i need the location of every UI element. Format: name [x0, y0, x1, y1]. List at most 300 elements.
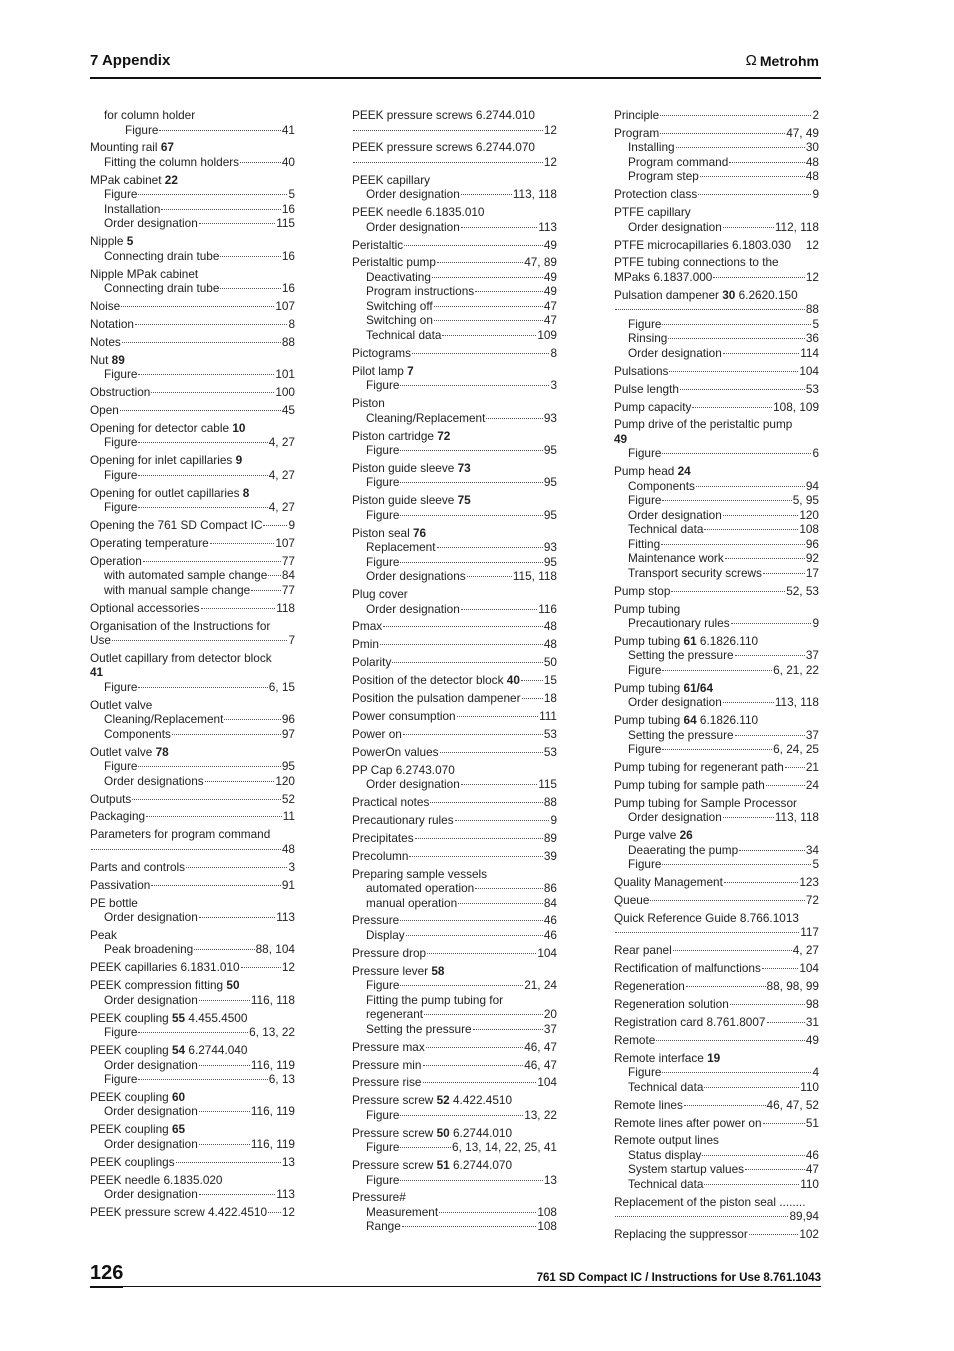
index-term: [614, 979, 819, 994]
index-entry: [352, 691, 557, 706]
leader-dots: [440, 752, 543, 753]
page-ref: 97: [281, 726, 295, 741]
page-ref: 6, 13, 14, 22, 25, 41: [452, 1140, 557, 1155]
page-ref: 17: [805, 565, 819, 580]
page-ref: 46: [543, 927, 557, 942]
index-entry: [614, 255, 819, 284]
index-term: [352, 813, 557, 828]
index-subentry: [352, 187, 557, 202]
index-term: [90, 421, 295, 436]
figure-ref: 8: [242, 485, 250, 500]
index-subentry: [352, 978, 557, 993]
leader-dots: [437, 547, 543, 548]
index-term: [614, 255, 819, 270]
index-term: [614, 1209, 819, 1224]
index-term: [352, 364, 557, 379]
entry-label: Piston guide sleeve 73: [352, 460, 471, 475]
omega-logo-icon: Ω: [745, 52, 757, 69]
index-term: [90, 878, 295, 893]
index-term: [352, 429, 557, 444]
index-entry: [614, 1116, 819, 1131]
entry-label: Pulsation dampener 30 6.2620.150: [614, 287, 798, 302]
index-subentry: [352, 313, 557, 328]
entry-label: Figure: [366, 1140, 400, 1155]
figure-ref: 51: [436, 1158, 450, 1173]
index-term: [352, 140, 557, 155]
entry-label: Fitting the column holders: [104, 154, 240, 169]
index-subentry: [90, 1104, 295, 1119]
index-subentry: [352, 777, 557, 792]
page-ref: 48: [805, 169, 819, 184]
page-ref: 20: [543, 1007, 557, 1022]
index-entry: [90, 978, 295, 1007]
leader-dots: [172, 734, 281, 735]
entry-label: Passivation: [90, 877, 151, 892]
index-subentry: [614, 331, 819, 346]
page-ref: 46, 47: [524, 1039, 557, 1054]
page-ref: 13: [543, 1172, 557, 1187]
page-ref: 107: [275, 298, 295, 313]
page-ref: 116, 119: [250, 1057, 295, 1072]
index-entry: [614, 997, 819, 1012]
entry-label: Queue: [614, 893, 650, 908]
leader-dots: [268, 575, 281, 576]
index-subentry: [614, 566, 819, 581]
page-ref: 104: [537, 945, 557, 960]
index-entry: [90, 809, 295, 824]
index-subentry: [352, 475, 557, 490]
index-entry: [90, 536, 295, 551]
index-subentry: [90, 1137, 295, 1152]
index-entry: [614, 961, 819, 976]
index-entry: [90, 698, 295, 742]
page-ref: 7: [288, 633, 295, 648]
page-ref: 8: [550, 345, 557, 360]
index-term: [352, 205, 557, 220]
leader-dots: [423, 1082, 537, 1083]
entry-label: Optional accessories: [90, 600, 200, 615]
index-term: [352, 1126, 557, 1141]
entry-label: Position of the detector block 40: [352, 673, 520, 688]
index-term: [90, 960, 295, 975]
entry-label: Piston seal 76: [352, 525, 427, 540]
index-subentry: [90, 155, 295, 170]
leader-dots: [224, 719, 281, 720]
figure-ref: 50: [226, 978, 240, 993]
index-term: [90, 745, 295, 760]
leader-dots: [735, 735, 805, 736]
index-term: [352, 108, 557, 123]
index-term: [352, 913, 557, 928]
leader-dots: [704, 1087, 799, 1088]
leader-dots: [138, 374, 274, 375]
index-term: [614, 713, 819, 728]
entry-label: Figure: [628, 446, 662, 461]
entry-label: Connecting drain tube: [104, 248, 220, 263]
figure-ref: 65: [171, 1122, 186, 1137]
index-subentry: [352, 1108, 557, 1123]
index-subentry: [352, 328, 557, 343]
entry-label: Program: [614, 125, 660, 140]
entry-label: Obstruction: [90, 385, 151, 400]
page-ref: 104: [537, 1075, 557, 1090]
index-term: [90, 896, 295, 911]
page-ref: 101: [275, 367, 295, 382]
page-ref: 5: [812, 316, 819, 331]
index-subentry: [90, 202, 295, 217]
leader-dots: [767, 1022, 805, 1023]
index-subentry: [352, 1007, 557, 1022]
entry-label: PEEK pressure screws 6.2744.070: [352, 140, 535, 155]
leader-dots: [702, 1155, 804, 1156]
entry-label: Program command: [628, 154, 729, 169]
index-term: [352, 1158, 557, 1173]
index-term: [90, 486, 295, 501]
index-term: [90, 928, 295, 943]
entry-label: Display: [366, 927, 405, 942]
index-entry: [90, 619, 295, 648]
page-ref: 117: [800, 925, 819, 940]
leader-dots: [739, 850, 805, 851]
leader-dots: [400, 385, 549, 386]
index-term: [90, 385, 295, 400]
leader-dots: [353, 162, 543, 163]
entry-label: Technical data: [628, 1079, 704, 1094]
entry-label: Deactivating: [366, 269, 431, 284]
page-ref: 4, 27: [268, 467, 295, 482]
index-term: [352, 727, 557, 742]
index-entry: [614, 602, 819, 631]
leader-dots: [400, 482, 542, 483]
page-ref: 12: [281, 1204, 295, 1219]
index-entry: [352, 1158, 557, 1187]
entry-label: Mounting rail 67: [90, 140, 174, 155]
entry-label: PowerOn values: [352, 744, 439, 759]
index-term: [614, 681, 819, 696]
index-entry: [90, 960, 295, 975]
index-subentry: [90, 727, 295, 742]
page-ref: 104: [799, 363, 819, 378]
entry-label: Pump tubing for Sample Processor: [614, 795, 797, 810]
entry-label: Quality Management: [614, 875, 723, 890]
page-ref: 4, 27: [268, 435, 295, 450]
page-ref: 89: [543, 830, 557, 845]
entry-label: Pump stop: [614, 583, 671, 598]
entry-label: Order designation: [366, 187, 460, 202]
page-ref: 113: [276, 910, 295, 925]
index-column-1: [90, 108, 295, 1223]
leader-dots: [120, 410, 281, 411]
index-subentry: [90, 435, 295, 450]
leader-dots: [400, 1180, 542, 1181]
index-term: [90, 267, 295, 282]
leader-dots: [723, 702, 774, 703]
index-term: [352, 1093, 557, 1108]
entry-label: Nipple 5: [90, 234, 134, 249]
index-subentry: [614, 843, 819, 858]
entry-label: Figure: [104, 435, 138, 450]
page-ref: 21, 24: [524, 978, 557, 993]
index-subentry: [352, 220, 557, 235]
index-term: [614, 778, 819, 793]
index-subentry: [352, 555, 557, 570]
index-entry: [90, 267, 295, 296]
page-ref: 52: [281, 791, 295, 806]
leader-dots: [353, 130, 543, 131]
page-ref: 123: [799, 875, 819, 890]
index-entry: [90, 651, 295, 695]
index-entry: [90, 353, 295, 382]
leader-dots: [151, 885, 281, 886]
leader-dots: [132, 799, 281, 800]
index-entry: [352, 493, 557, 522]
entry-label: Measurement: [366, 1204, 439, 1219]
leader-dots: [457, 716, 538, 717]
page-ref: 2: [812, 108, 819, 122]
entry-label: Pressure max: [352, 1039, 425, 1054]
leader-dots: [713, 277, 805, 278]
index-entry: [614, 364, 819, 379]
page-ref: 13, 22: [524, 1107, 557, 1122]
page-ref: 18: [543, 691, 557, 706]
entry-label: Technical data: [628, 522, 704, 537]
index-term: [90, 827, 295, 842]
leader-dots: [662, 670, 772, 671]
index-entry: [90, 601, 295, 616]
entry-label: Order designation: [104, 216, 198, 231]
entry-label: with manual sample change: [104, 582, 251, 597]
index-term: [90, 140, 295, 155]
leader-dots: [730, 1004, 805, 1005]
index-term: [614, 126, 819, 141]
entry-label: with automated sample change: [104, 568, 268, 583]
page-ref: 6, 15: [268, 679, 295, 694]
entry-label: Pump tubing 61 6.1826.110: [614, 633, 759, 648]
leader-dots: [615, 932, 799, 933]
index-term: [614, 400, 819, 415]
figure-ref: 9: [235, 453, 243, 468]
page-ref: 72: [805, 893, 819, 908]
entry-label: Transport security screws: [628, 565, 762, 580]
document-title: 761 SD Compact IC / Instructions for Use 8.761.1043: [536, 1272, 821, 1284]
index-term: [614, 584, 819, 599]
index-term: [352, 691, 557, 706]
page-ref: 8: [288, 316, 295, 331]
leader-dots: [263, 525, 287, 526]
index-entry: [90, 860, 295, 875]
index-subentry: [90, 123, 295, 138]
leader-dots: [201, 608, 276, 609]
entry-label: Program step: [628, 169, 699, 184]
leader-dots: [437, 262, 523, 263]
entry-label: Pump tubing: [614, 601, 681, 616]
index-term: [90, 1011, 295, 1026]
entry-label: Principle: [614, 108, 660, 122]
index-subentry: [614, 317, 819, 332]
leader-dots: [461, 194, 512, 195]
leader-dots: [731, 623, 812, 624]
leader-dots: [486, 418, 543, 419]
index-term: [352, 587, 557, 602]
index-entry: [90, 1155, 295, 1170]
figure-ref: 19: [707, 1050, 721, 1065]
figure-ref: 26: [679, 828, 693, 843]
leader-dots: [400, 450, 542, 451]
page-ref: 108: [537, 1219, 557, 1234]
page-ref: 114: [800, 345, 819, 360]
leader-dots: [220, 288, 280, 289]
page-ref: 36: [805, 331, 819, 346]
index-term: [90, 1122, 295, 1137]
entry-label: Components: [628, 478, 695, 493]
figure-ref: 78: [155, 744, 169, 759]
index-entry: [352, 1093, 557, 1122]
leader-dots: [400, 515, 542, 516]
entry-label: Pictograms: [352, 345, 412, 360]
index-entry: [90, 317, 295, 332]
entry-label: Preparing sample vessels: [352, 866, 488, 881]
leader-dots: [434, 306, 543, 307]
index-subentry: [90, 1058, 295, 1073]
entry-label: MPaks 6.1837.000: [614, 269, 713, 284]
index-subentry: [90, 910, 295, 925]
leader-dots: [427, 953, 536, 954]
entry-label: PEEK coupling 60: [90, 1089, 186, 1104]
index-entry: [352, 637, 557, 652]
brand-logo: [746, 52, 819, 69]
leader-dots: [455, 820, 550, 821]
index-term: [352, 867, 557, 882]
index-entry: [352, 255, 557, 342]
entry-label: Pump capacity: [614, 399, 692, 414]
leader-dots: [205, 781, 275, 782]
index-term: [352, 396, 557, 411]
entry-label: Packaging: [90, 809, 146, 824]
leader-dots: [112, 640, 287, 641]
page-ref: 49: [543, 269, 557, 284]
entry-label: Figure: [104, 187, 138, 202]
figure-ref: 61: [683, 633, 697, 648]
leader-dots: [662, 453, 811, 454]
index-term: [352, 238, 557, 253]
leader-dots: [662, 324, 811, 325]
index-term: [90, 453, 295, 468]
page-ref: 113: [276, 1187, 295, 1202]
index-entry: [614, 1015, 819, 1030]
entry-label: Replacement of the piston seal ........: [614, 1194, 806, 1209]
leader-dots: [194, 949, 254, 950]
entry-label: PEEK capillaries 6.1831.010: [90, 960, 240, 975]
index-term: [352, 849, 557, 864]
entry-label: Precipitates: [352, 830, 414, 845]
index-entry: [352, 173, 557, 202]
index-term: [352, 709, 557, 724]
entry-label: PEEK pressure screws 6.2744.010: [352, 108, 535, 122]
index-subentry: [90, 712, 295, 727]
index-term: [352, 745, 557, 760]
entry-label: Remote: [614, 1032, 656, 1047]
index-entry: [352, 831, 557, 846]
index-entry: [352, 673, 557, 688]
page-ref: 9: [812, 187, 819, 202]
leader-dots: [763, 573, 805, 574]
index-term: [614, 828, 819, 843]
index-entry: [352, 795, 557, 810]
entry-label: Replacing the suppressor: [614, 1227, 748, 1242]
entry-label: Figure: [104, 1025, 138, 1040]
entry-label: Pilot lamp 7: [352, 363, 414, 378]
entry-label: Order designation: [104, 1057, 198, 1072]
leader-dots: [138, 475, 267, 476]
entry-label: [90, 665, 103, 679]
page-ref: 88: [281, 334, 295, 349]
index-term: [90, 1090, 295, 1105]
page-ref: 98: [805, 997, 819, 1012]
index-subentry: [90, 583, 295, 598]
leader-dots: [676, 147, 805, 148]
leader-dots: [135, 324, 287, 325]
page-ref: 3: [550, 378, 557, 393]
index-term: [614, 187, 819, 202]
index-term: [90, 1043, 295, 1058]
entry-label: Setting the pressure: [628, 648, 734, 663]
leader-dots: [138, 766, 280, 767]
page-ref: 48: [543, 637, 557, 652]
page-ref: 91: [281, 877, 295, 892]
leader-dots: [723, 515, 799, 516]
page-ref: 52, 53: [786, 583, 819, 598]
leader-dots: [662, 500, 791, 501]
index-subentry: [90, 281, 295, 296]
page-ref: 112, 118: [774, 219, 819, 234]
index-term: [352, 1190, 557, 1205]
figure-ref: 73: [457, 460, 471, 475]
index-subentry: [90, 367, 295, 382]
index-entry: [614, 1133, 819, 1191]
leader-dots: [199, 223, 275, 224]
entry-label: Registration card 8.761.8007: [614, 1014, 766, 1029]
entry-label: Order designations: [104, 773, 204, 788]
index-entry: [90, 335, 295, 350]
index-term: [352, 155, 557, 170]
index-term: [352, 1075, 557, 1090]
index-entry: [352, 813, 557, 828]
leader-dots: [680, 389, 805, 390]
index-entry: [90, 403, 295, 418]
chapter-title: 7 Appendix: [90, 52, 171, 69]
page-ref: 104: [799, 961, 819, 976]
page-ref: 110: [800, 1176, 819, 1191]
page-ref: 115: [276, 216, 295, 231]
entry-label: Pressure screw 50 6.2744.010: [352, 1125, 513, 1140]
index-entry: [614, 584, 819, 599]
page-ref: 88, 104: [255, 942, 295, 957]
leader-dots: [423, 1065, 524, 1066]
leader-dots: [461, 784, 537, 785]
entry-label: PEEK capillary: [352, 172, 431, 187]
entry-label: Plug cover: [352, 587, 408, 602]
page-ref: 86: [543, 881, 557, 896]
index-term: [614, 1015, 819, 1030]
leader-dots: [400, 985, 523, 986]
index-subentry: [614, 1080, 819, 1095]
page-ref: 53: [543, 744, 557, 759]
page-ref: 34: [805, 842, 819, 857]
leader-dots: [424, 1014, 543, 1015]
entry-label: Switching on: [366, 313, 433, 328]
page-ref: 11: [282, 809, 295, 824]
entry-label: Components: [104, 726, 171, 741]
